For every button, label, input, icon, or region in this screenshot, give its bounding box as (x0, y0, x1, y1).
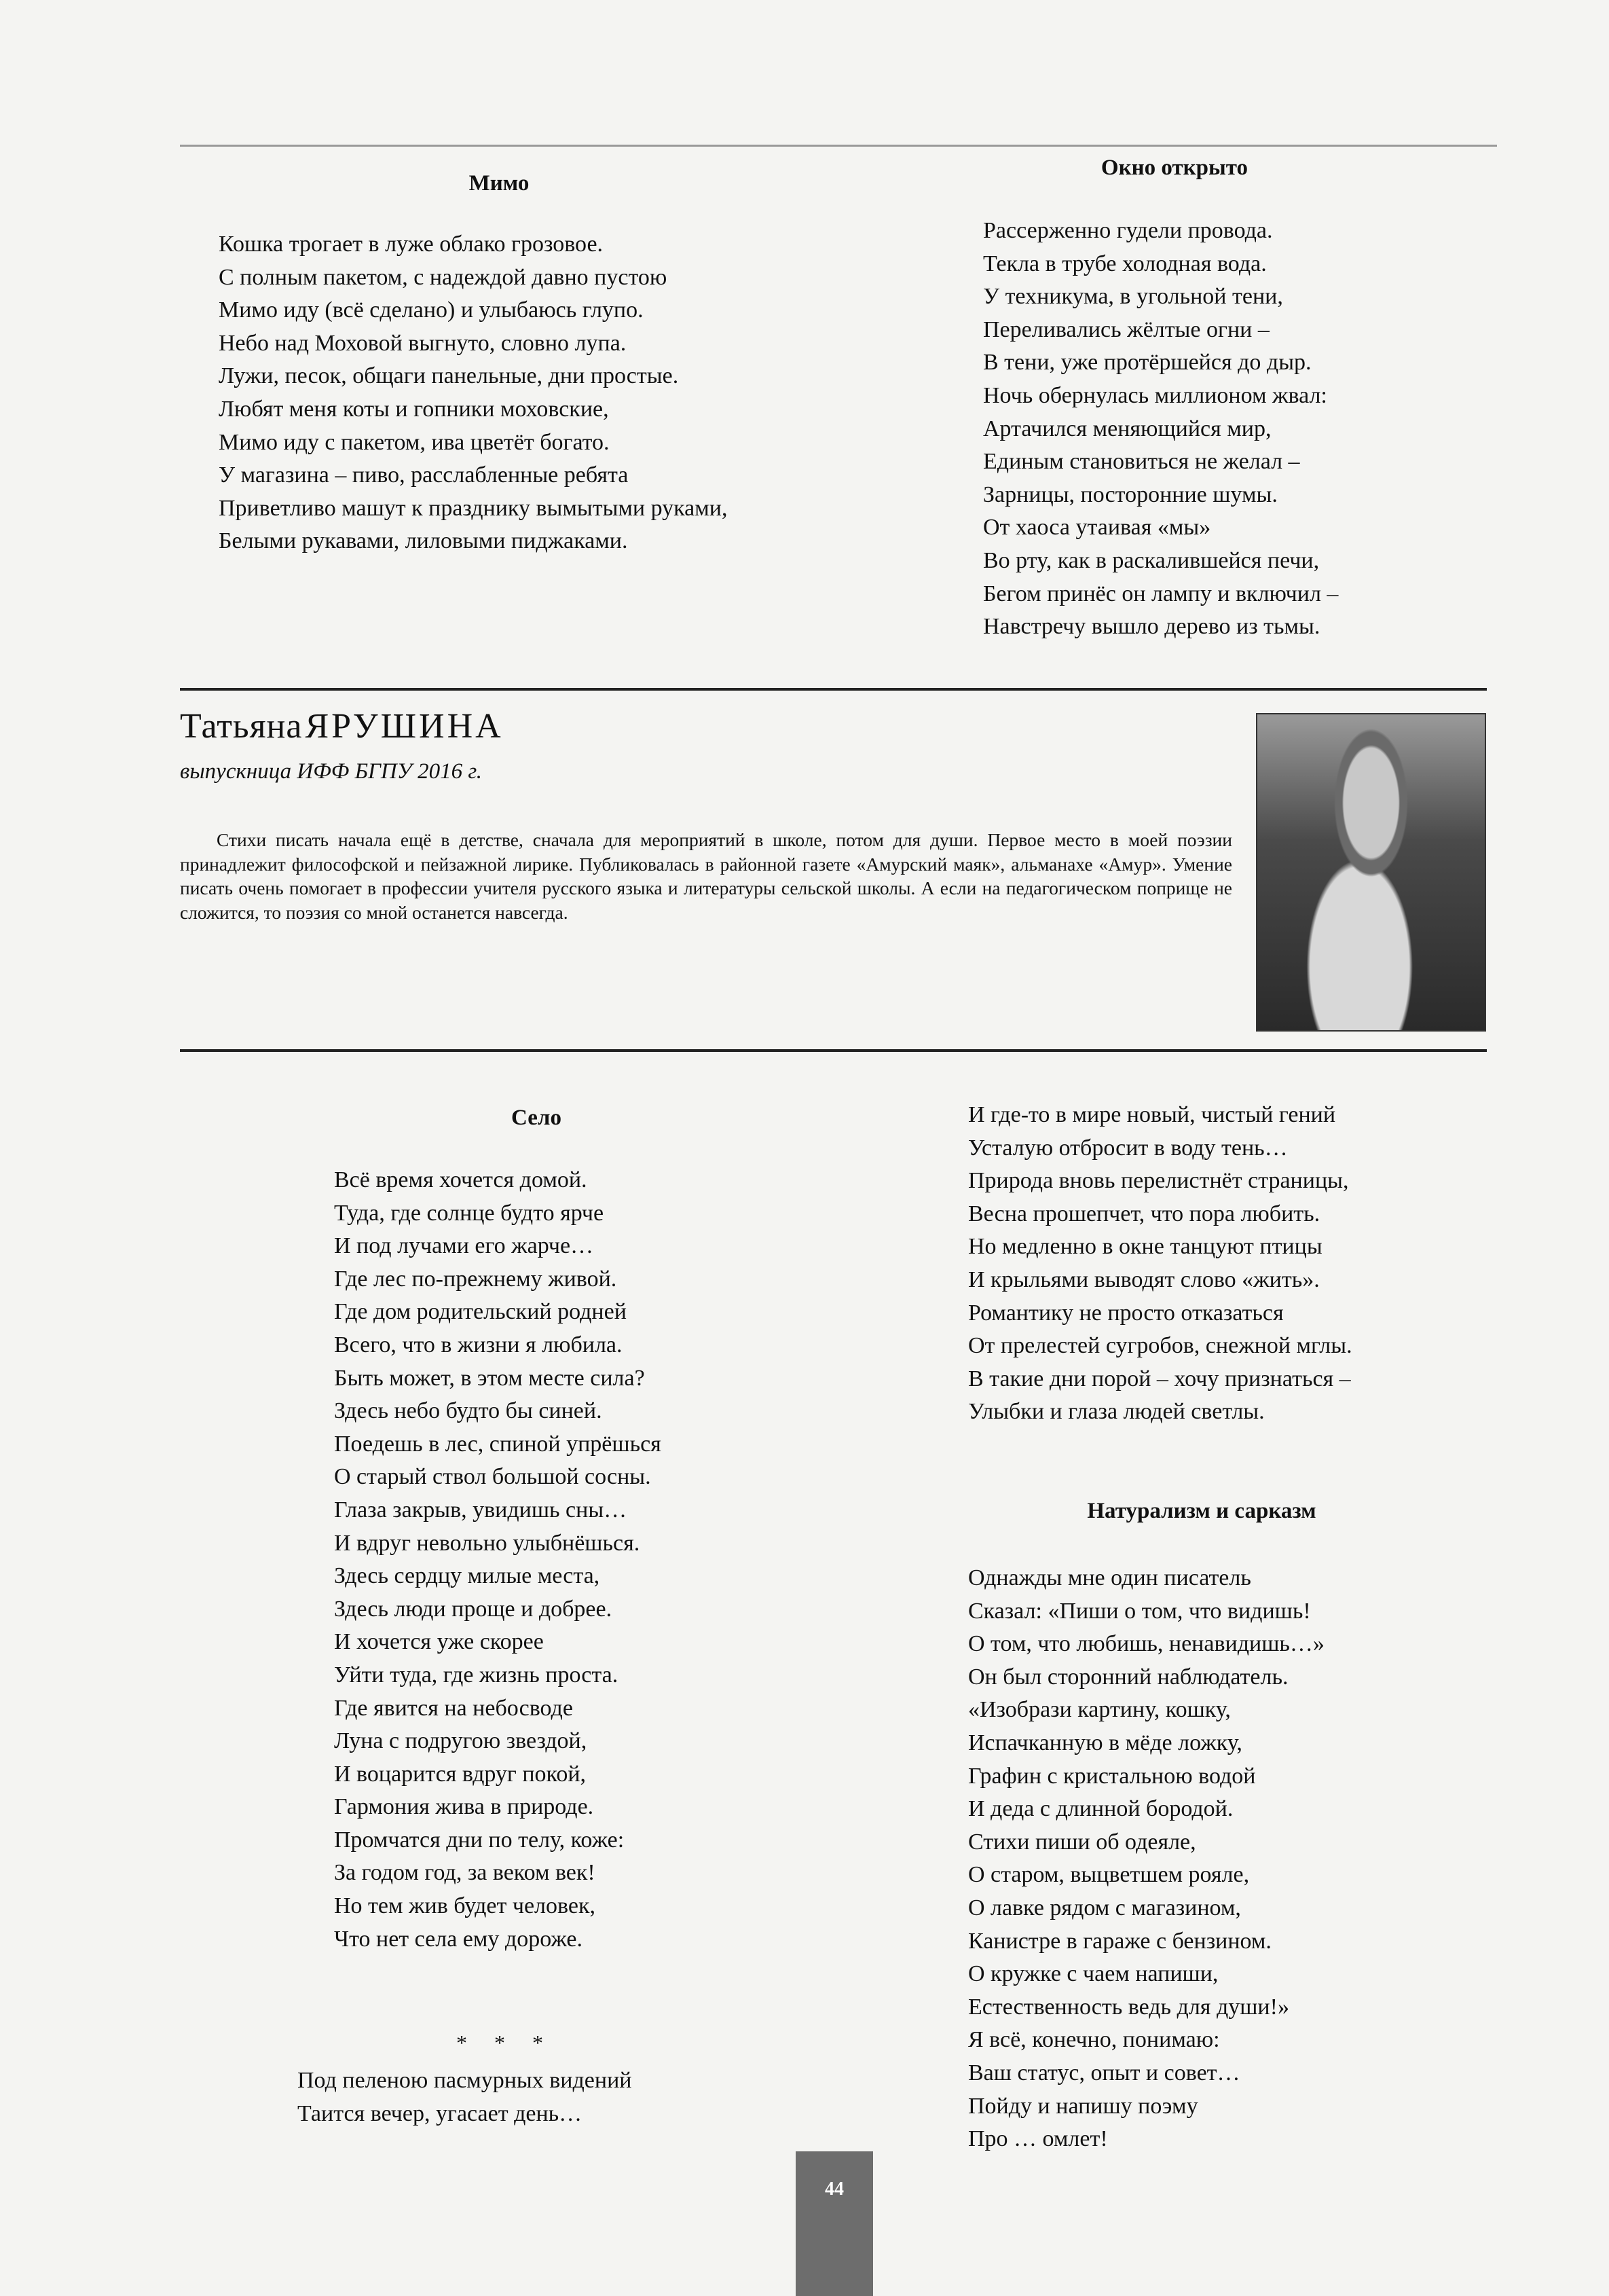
poem-line: И крыльями выводят слово «жить». (968, 1267, 1320, 1292)
poem-line: Про … омлет! (968, 2126, 1108, 2152)
poem-line: И деда с длинной бородой. (968, 1796, 1234, 1822)
poem-line: И хочется уже скорее (334, 1629, 544, 1655)
poem-line: Где явится на небосводе (334, 1695, 573, 1721)
poem-line: Канистре в гараже с бензином. (968, 1928, 1272, 1954)
poem-line: Мимо иду с пакетом, ива цветёт богато. (219, 429, 610, 455)
poem-title-selo: Село (511, 1106, 561, 1130)
poem-line: «Изобрази картину, кошку, (968, 1697, 1231, 1723)
poem-line: Что нет села ему дороже. (334, 1926, 582, 1952)
poem-line: Сказал: «Пиши о том, что видишь! (968, 1598, 1311, 1624)
poem-line: У магазина – пиво, расслабленные ребята (219, 462, 629, 488)
poem-line: Гармония жива в природе. (334, 1794, 594, 1820)
poem-title-mimo: Мимо (468, 171, 530, 196)
poem-line: Рассерженно гудели провода. (983, 218, 1273, 243)
poem-line: В такие дни порой – хочу признаться – (968, 1366, 1351, 1391)
poem-line: Но тем жив будет человек, (334, 1893, 595, 1919)
poem-line: Я всё, конечно, понимаю: (968, 2027, 1220, 2053)
poem-line: И под лучами его жарче… (334, 1233, 594, 1259)
poem-line: Таится вечер, угасает день… (297, 2100, 582, 2126)
poem-line: Навстречу вышло дерево из тьмы. (983, 614, 1320, 640)
poem-line: И воцарится вдруг покой, (334, 1761, 587, 1787)
poem-line: Кошка трогает в луже облако грозовое. (219, 232, 604, 257)
poem-line: О старом, выцветшем рояле, (968, 1862, 1250, 1888)
poem-line: Глаза закрыв, увидишь сны… (334, 1497, 627, 1523)
poem-line: Туда, где солнце будто ярче (334, 1200, 604, 1226)
poem-okno (983, 215, 1338, 644)
poem-line: Здесь люди проще и добрее. (334, 1596, 612, 1622)
poem-line: Здесь сердцу милые места, (334, 1563, 600, 1589)
poem-line: Под пеленою пасмурных видений (297, 2068, 632, 2093)
poem-line: Естественность ведь для души!» (968, 1994, 1289, 2020)
poem-line: Небо над Моховой выгнуто, словно лупа. (219, 330, 627, 356)
poem-line: Любят меня коты и гопники моховские, (219, 396, 609, 422)
poem-selo (334, 1164, 661, 1956)
poem-line: И вдруг невольно улыбнёшься. (334, 1530, 640, 1556)
poem-line: Он был сторонний наблюдатель. (968, 1664, 1289, 1690)
author-top-rule (180, 688, 1487, 691)
poem-line: Зарницы, посторонние шумы. (983, 481, 1278, 507)
poem-line: Здесь небо будто бы синей. (334, 1398, 602, 1424)
author-name (180, 706, 504, 746)
poem-line: Ночь обернулась миллионом жвал: (983, 382, 1327, 408)
author-bottom-rule (180, 1049, 1487, 1052)
poem-line: Луна с подругою звездой, (334, 1728, 587, 1754)
poem-title-naturalizm: Натурализм и сарказм (1087, 1499, 1316, 1523)
page-number-tab (796, 2151, 873, 2296)
poem-untitled-continuation (968, 1099, 1352, 1429)
poem-line: Пойду и напишу поэму (968, 2093, 1198, 2119)
poem-line: Где дом родительский родней (334, 1299, 627, 1325)
poem-mimo (219, 228, 727, 558)
author-first-name: Татьяна (180, 707, 303, 746)
poem-line: Стихи пиши об одеяле, (968, 1829, 1196, 1855)
poem-line: За годом год, за веком век! (334, 1860, 595, 1886)
poem-title-untitled: * * * (456, 2030, 554, 2055)
poem-line: Однажды мне один писатель (968, 1565, 1251, 1590)
poem-line: Улыбки и глаза людей светлы. (968, 1399, 1265, 1425)
poem-line: В тени, уже протёршейся до дыр. (983, 350, 1312, 376)
poem-line: С полным пакетом, с надеждой давно пустою (219, 264, 667, 290)
poem-line: Промчатся дни по телу, коже: (334, 1827, 625, 1853)
poem-line: И где-то в мире новый, чистый гений (968, 1102, 1336, 1127)
page-number: 44 (825, 2179, 844, 2200)
poem-line: О старый ствол большой сосны. (334, 1464, 651, 1490)
top-rule (180, 145, 1497, 147)
poem-line: Испачканную в мёде ложку, (968, 1730, 1242, 1755)
poem-untitled-start (297, 2064, 631, 2130)
poem-line: Уйти туда, где жизнь проста. (334, 1662, 618, 1688)
poem-line: Быть может, в этом месте сила? (334, 1365, 645, 1391)
author-bio: Стихи писать начала ещё в детстве, сначала для мероприятий в школе, потом для души. Первое место в моей поэзии принадлежит философской и пейзажной лирике. Публиковалась в районной газете «Амурский маяк», альманахе «Амур». Умение писать очень помогает в профессии учителя русского языка и литературы сельской школы. А если на педагогическом поприще не сложится, то поэзия со мной останется навсегда. (180, 829, 1232, 923)
poem-line: Во рту, как в раскалившейся печи, (983, 547, 1320, 573)
poem-line: О лавке рядом с магазином, (968, 1895, 1241, 1920)
poem-line: От хаоса утаивая «мы» (983, 515, 1211, 541)
poem-line: Лужи, песок, общаги панельные, дни простые. (219, 363, 679, 389)
poem-line: Романтику не просто отказаться (968, 1300, 1284, 1326)
poem-line: Мимо иду (всё сделано) и улыбаюсь глупо. (219, 297, 644, 323)
poem-naturalizm (968, 1562, 1325, 2156)
poem-line: Весна прошепчет, что пора любить. (968, 1201, 1320, 1226)
poem-line: От прелестей сугробов, снежной мглы. (968, 1333, 1352, 1359)
poem-title-okno: Окно открыто (1101, 156, 1249, 180)
poem-line: Ваш статус, опыт и совет… (968, 2060, 1240, 2085)
poem-line: О том, что любишь, ненавидишь…» (968, 1631, 1325, 1657)
author-last-name: ЯРУШИНА (305, 707, 504, 746)
author-subtitle: выпускница ИФФ БГПУ 2016 г. (180, 759, 483, 784)
poem-line: Артачился меняющийся мир, (983, 416, 1272, 441)
poem-line: Где лес по-прежнему живой. (334, 1266, 617, 1292)
poem-line: Поедешь в лес, спиной упрёшься (334, 1431, 661, 1457)
poem-line: Усталую отбросит в воду тень… (968, 1135, 1288, 1161)
poem-line: Всё время хочется домой. (334, 1167, 587, 1192)
poem-line: О кружке с чаем напиши, (968, 1961, 1219, 1987)
poem-line: Переливались жёлтые огни – (983, 316, 1270, 342)
author-photo (1256, 713, 1486, 1032)
poem-line: Но медленно в окне танцуют птицы (968, 1234, 1323, 1260)
poem-line: Текла в трубе холодная вода. (983, 251, 1267, 276)
poem-line: Единым становиться не желал – (983, 449, 1300, 475)
poem-line: У техникума, в угольной тени, (983, 284, 1283, 310)
poem-line: Графин с кристальною водой (968, 1763, 1256, 1789)
poem-line: Белыми рукавами, лиловыми пиджаками. (219, 528, 628, 554)
poem-line: Природа вновь перелистнёт страницы, (968, 1168, 1349, 1194)
poem-line: Бегом принёс он лампу и включил – (983, 581, 1339, 606)
poem-line: Приветливо машут к празднику вымытыми руками, (219, 495, 728, 521)
poem-line: Всего, что в жизни я любила. (334, 1332, 623, 1357)
